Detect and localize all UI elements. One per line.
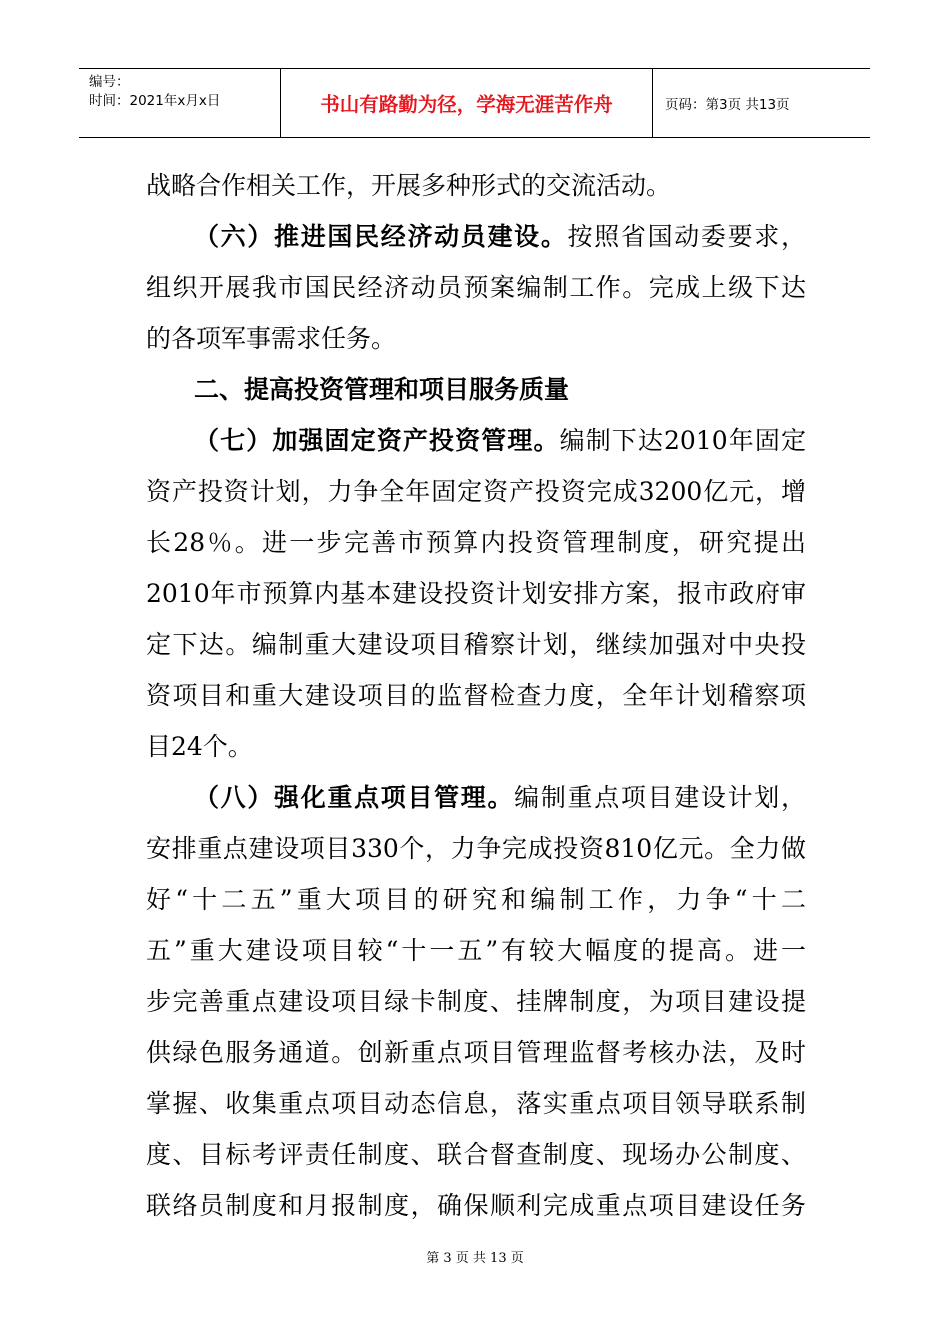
paragraph-line: 供绿色服务通道。创新重点项目管理监督考核办法，及时: [146, 1038, 806, 1067]
paragraph-line: 五”重大建设项目较“十一五”有较大幅度的提高。进一: [146, 936, 806, 965]
paragraph-line: 好“十二五”重大项目的研究和编制工作，力争“十二: [146, 885, 806, 914]
paragraph-line: 度、目标考评责任制度、联合督查制度、现场办公制度、: [146, 1140, 806, 1169]
page-header: [79, 68, 870, 138]
paragraph-line: 的各项军事需求任务。: [146, 324, 397, 353]
paragraph-line: 战略合作相关工作，开展多种形式的交流活动。: [146, 171, 672, 200]
paragraph-line: 定下达。编制重大建设项目稽察计划，继续加强对中央投: [146, 630, 806, 659]
document-body: [146, 160, 806, 1231]
chapter-heading: 二、提高投资管理和项目服务质量: [194, 375, 570, 404]
paragraph-line: 步完善重点建设项目绿卡制度、挂牌制度，为项目建设提: [146, 987, 806, 1016]
section-heading: （六）推进国民经济动员建设。: [194, 222, 568, 251]
paragraph-line: 安排重点建设项目330个，力争完成投资810亿元。全力做: [146, 834, 806, 863]
paragraph-line: 长28％。进一步完善市预算内投资管理制度，研究提出: [146, 528, 806, 557]
paragraph-line: 掌握、收集重点项目动态信息，落实重点项目领导联系制: [146, 1089, 806, 1118]
header-motto: 书山有路勤为径，学海无涯苦作舟: [281, 69, 653, 137]
section-heading: （八）强化重点项目管理。: [194, 783, 515, 812]
number-label: 编号：: [89, 74, 130, 90]
section-heading: （七）加强固定资产投资管理。: [194, 426, 560, 455]
paragraph-line: 目24个。: [146, 732, 253, 761]
paragraph-line: 资项目和重大建设项目的监督检查力度，全年计划稽察项: [146, 681, 806, 710]
paragraph-line: 资产投资计划，力争全年固定资产投资完成3200亿元，增: [146, 477, 806, 506]
header-meta: [79, 69, 281, 137]
header-page-label: 页码：第3页 共13页: [665, 97, 790, 113]
paragraph-line: 2010年市预算内基本建设投资计划安排方案，报市政府审: [146, 579, 806, 608]
paragraph-line: （七）加强固定资产投资管理。编制下达2010年固定: [194, 426, 806, 455]
page-footer: 第 3 页 共 13 页: [426, 1251, 524, 1266]
paragraph-line: 组织开展我市国民经济动员预案编制工作。完成上级下达: [146, 273, 806, 302]
paragraph-line: （八）强化重点项目管理。编制重点项目建设计划，: [194, 783, 806, 812]
time-label: 时间：2021年x月x日: [89, 93, 221, 109]
paragraph-line: 联络员制度和月报制度，确保顺利完成重点项目建设任务: [146, 1191, 806, 1220]
paragraph-line: （六）推进国民经济动员建设。按照省国动委要求，: [194, 222, 806, 251]
